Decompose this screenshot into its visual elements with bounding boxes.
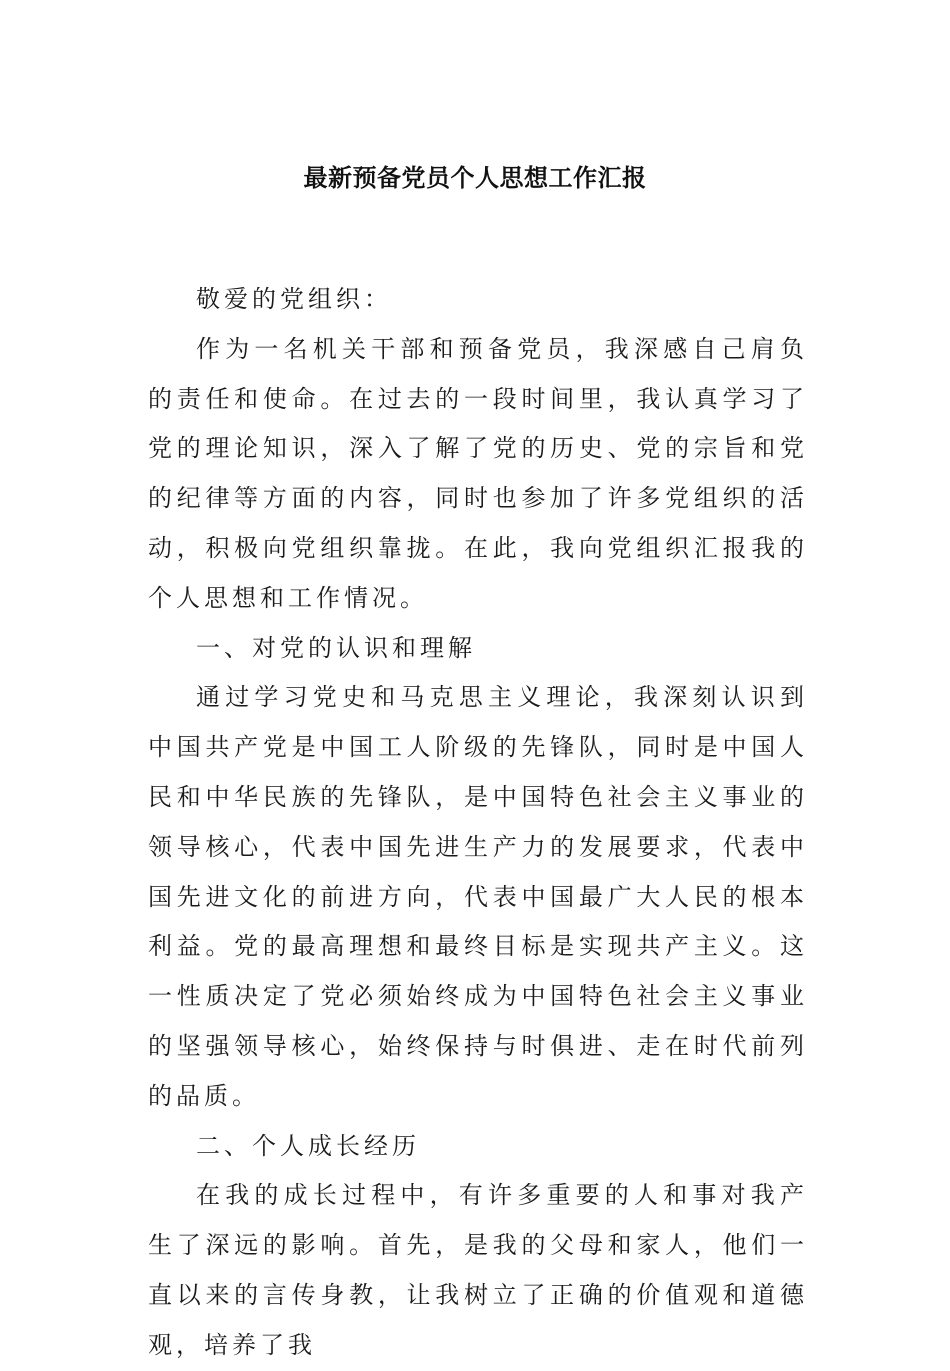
intro-paragraph: 作为一名机关干部和预备党员，我深感自己肩负的责任和使命。在过去的一段时间里，我认真学习了党的理论知识，深入了解了党的历史、党的宗旨和党的纪律等方面的内容，同时也参加了许多党组织的活动，积极向党组织靠拢。在此，我向党组织汇报我的个人思想和工作情况。 [148,334,808,612]
section-heading-1: 一、对党的认识和理解 [196,633,476,662]
salutation: 敬爱的党组织： [196,285,392,313]
section-1-paragraph: 通过学习党史和马克思主义理论，我深刻认识到中国共产党是中国工人阶级的先锋队，同时是中国人民和中华民族的先锋队，是中国特色社会主义事业的领导核心，代表中国先进生产力的发展要求，代表中国先进文化的前进方向，代表中国最广大人民的根本利益。党的最高理想和最终目标是实现共产主义。这一性质决定了党必须始终成为中国特色社会主义事业的坚强领导核心，始终保持与时俱进、走在时代前列的品质。 [148,683,808,1110]
section-heading-2: 二、个人成长经历 [196,1131,420,1160]
document-body [148,275,808,1371]
document-title: 最新预备党员个人思想工作汇报 [303,163,647,192]
section-2-paragraph: 在我的成长过程中，有许多重要的人和事对我产生了深远的影响。首先，是我的父母和家人，他们一直以来的言传身教，让我树立了正确的价值观和道德观，培养了我 [148,1181,808,1359]
